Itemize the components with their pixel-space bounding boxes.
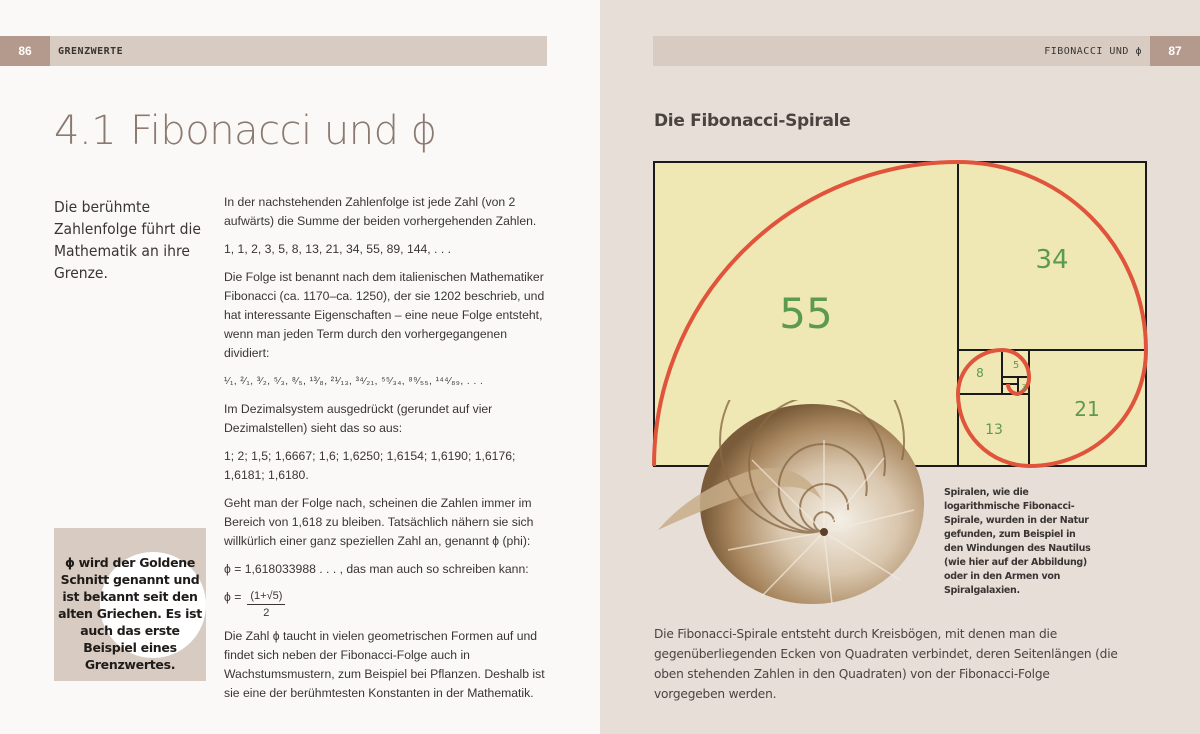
formula-fraction xyxy=(247,588,285,621)
figure-caption: Spiralen, wie die logarithmische Fibonacci-Spirale, wurden in der Natur gefunden, zum Beispiel in den Windungen des Nautilus (wie hier auf der Abbildung) oder in den Armen von Spiralgalaxien. xyxy=(944,487,1091,596)
chapter-title: Fibonacci und ϕ xyxy=(130,108,437,154)
label-34: 34 xyxy=(1035,245,1069,275)
lead-text: Die berühmte Zahlenfolge führt die Mathematik an ihre Grenze. xyxy=(54,198,201,282)
sidebar-box-text: ϕ wird der Goldene Schnitt genannt und ist bekannt seit den alten Griechen. Es ist auch das erste Beispiel eines Grenzwertes. xyxy=(58,555,202,672)
formula-numerator: (1+√5) xyxy=(247,588,285,605)
chapter-heading xyxy=(54,108,437,154)
label-5: 5 xyxy=(1012,360,1020,371)
formula-denominator: 2 xyxy=(263,607,270,619)
chapter-number: 4.1 xyxy=(54,108,117,154)
nautilus-shell-image xyxy=(652,400,932,610)
left-running-head: GRENZWERTE xyxy=(58,45,124,57)
figure-explanation: Die Fibonacci-Spirale entsteht durch Kreisbögen, mit denen man die gegenüberliegenden Ecken von Quadraten verbindet, deren Seitenlängen (die oben stehenden Zahlen in den Quadraten) von der Fibonacci-Folge vorgegeben werden. xyxy=(654,627,1118,701)
right-running-head: FIBONACCI UND ϕ xyxy=(1044,45,1142,57)
label-55: 55 xyxy=(779,289,833,338)
figure-title: Die Fibonacci-Spirale xyxy=(654,111,851,131)
decimal-sequence: 1; 2; 1,5; 1,6667; 1,6; 1,6250; 1,6154; 1,6190; 1,6176; 1,6181; 1,6180. xyxy=(224,449,516,482)
right-page-number: 87 xyxy=(1150,36,1200,66)
paragraph-3: Im Dezimalsystem ausgedrückt (gerundet auf vier Dezimalstellen) sieht das so aus: xyxy=(224,402,493,435)
sequence-line: 1, 1, 2, 3, 5, 8, 13, 21, 34, 55, 89, 144, . . . xyxy=(224,242,451,256)
label-8: 8 xyxy=(976,366,984,380)
label-13: 13 xyxy=(985,422,1003,438)
phi-formula xyxy=(224,588,554,621)
sidebar-box xyxy=(54,528,206,681)
square-1 xyxy=(1002,377,1018,384)
label-21: 21 xyxy=(1074,397,1100,421)
body-column xyxy=(224,193,554,712)
label-3: 3 xyxy=(1021,383,1027,391)
paragraph-1: In der nachstehenden Zahlenfolge ist jede Zahl (von 2 aufwärts) die Summe der beiden vorhergehenden Zahlen. xyxy=(224,195,537,228)
formula-lhs: ϕ = xyxy=(224,590,242,604)
paragraph-4: Geht man der Folge nach, scheinen die Zahlen immer im Bereich von 1,618 zu bleiben. Tatsächlich nähern sie sich willkürlich einer ganz speziellen Zahl an, genannt ϕ (phi): xyxy=(224,496,534,548)
paragraph-5: Die Zahl ϕ taucht in vielen geometrischen Formen auf und findet sich neben der Fibonacci-Folge auch in Wachstumsmustern, zum Beispiel bei Pflanzen. Deshalb ist sie eine der berühmtesten Konstanten in der Mathematik. xyxy=(224,629,545,700)
paragraph-2: Die Folge ist benannt nach dem italienischen Mathematiker Fibonacci (ca. 1170–ca. 1250), der sie 1202 beschrieb, und hat interessante Eigenschaften – eine neue Folge entsteht, wenn man jeden Term durch den vorhergegangenen dividiert: xyxy=(224,270,545,360)
phi-value: ϕ = 1,618033988 . . . , das man auch so schreiben kann: xyxy=(224,562,529,576)
right-header-bar xyxy=(653,36,1200,66)
left-header-bar xyxy=(0,36,547,66)
left-page-number: 86 xyxy=(0,36,50,66)
ratio-sequence: ¹⁄₁, ²⁄₁, ³⁄₂, ⁵⁄₃, ⁸⁄₅, ¹³⁄₈, ²¹⁄₁₃, ³⁴⁄₂₁, ⁵⁵⁄₃₄, ⁸⁹⁄₅₅, ¹⁴⁴⁄₈₉, . . . xyxy=(224,376,484,387)
